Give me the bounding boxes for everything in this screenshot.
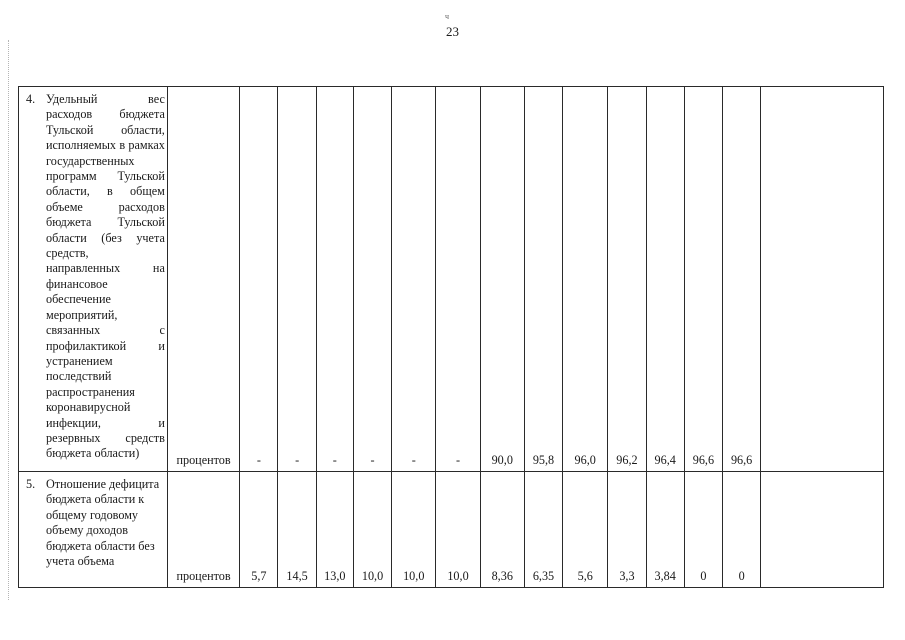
value-cell: -	[353, 87, 391, 472]
value-cell: 0	[723, 472, 761, 588]
unit-cell: процентов	[167, 472, 239, 588]
row-number: 4.	[26, 92, 36, 106]
value-cell: -	[278, 87, 316, 472]
value-cell: -	[392, 87, 436, 472]
indicator-table	[18, 86, 884, 588]
value-cell: 96,2	[608, 87, 646, 472]
unit-cell: процентов	[167, 87, 239, 472]
indicator-name: Удельный вес расходов бюджета Тульской области, исполняемых в рамках государственных программ Тульской области, в общем объеме расходов бюджета Тульской области (без учета средств, направленных на финансовое обеспечение мероприятий, связанных с профилактикой и устранением последствий распространения коронавирусной инфекции, и резервных средств бюджета области)	[46, 92, 165, 461]
value-cell: 96,6	[684, 87, 722, 472]
value-cell: 96,4	[646, 87, 684, 472]
value-cell: 10,0	[392, 472, 436, 588]
value-cell: 6,35	[524, 472, 562, 588]
indicator-name-cell	[19, 87, 168, 472]
value-cell: 95,8	[524, 87, 562, 472]
value-cell: 10,0	[353, 472, 391, 588]
value-cell: 13,0	[316, 472, 353, 588]
value-cell: -	[436, 87, 480, 472]
page-number: 23	[446, 24, 459, 39]
indicator-name: Отношение дефицита бюджета области к общему годовому объему доходов бюджета области без учета объема	[46, 477, 160, 569]
value-cell: 3,3	[608, 472, 646, 588]
value-cell: 10,0	[436, 472, 480, 588]
value-cell: 96,6	[723, 87, 761, 472]
value-cell: 3,84	[646, 472, 684, 588]
table-row-5	[19, 472, 884, 588]
indicator-name-cell	[19, 472, 168, 588]
value-cell: 90,0	[480, 87, 524, 472]
scan-edge-line	[8, 40, 9, 600]
empty-cell	[761, 472, 884, 588]
value-cell: 0	[684, 472, 722, 588]
value-cell: 14,5	[278, 472, 316, 588]
value-cell: 8,36	[480, 472, 524, 588]
value-cell: -	[316, 87, 353, 472]
scan-mark: ч	[445, 12, 450, 21]
value-cell: 96,0	[563, 87, 608, 472]
row-number: 5.	[26, 477, 36, 491]
value-cell: -	[240, 87, 278, 472]
value-cell: 5,6	[563, 472, 608, 588]
value-cell: 5,7	[240, 472, 278, 588]
empty-cell	[761, 87, 884, 472]
table-row-4	[19, 87, 884, 472]
